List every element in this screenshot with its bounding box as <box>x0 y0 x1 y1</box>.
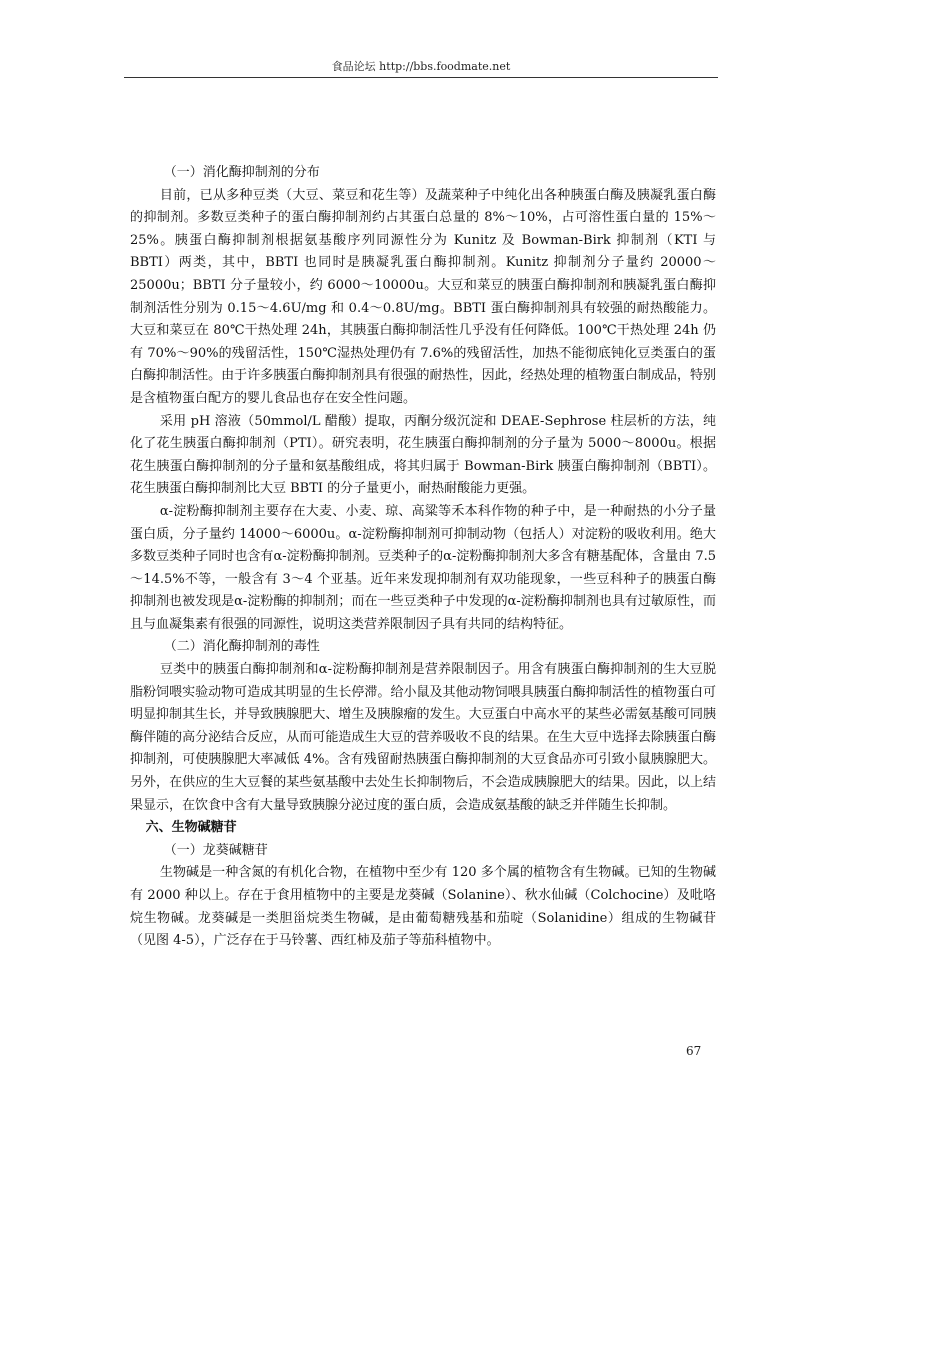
page-number: 67 <box>686 1044 702 1058</box>
subheading-toxicity: （二）消化酶抑制剂的毒性 <box>163 639 320 655</box>
paragraph-toxicity: 豆类中的胰蛋白酶抑制剂和α-淀粉酶抑制剂是营养限制因子。用含有胰蛋白酶抑制剂的生大豆脱脂粉饲喂实验动物可造成其明显的生长停滞。给小鼠及其他动物饲喂具胰蛋白酶抑制活性的植物蛋白可明显抑制其生长，并导致胰腺肥大、增生及胰腺瘤的发生。大豆蛋白中高水平的某些必需氨基酸可同胰酶伴随的高分泌结合反应，从而可能造成生大豆的营养吸收不良的结果。在生大豆中选择去除胰蛋白酶抑制剂，可使胰腺肥大率减低 4%。含有残留耐热胰蛋白酶抑制剂的大豆食品亦可引致小鼠胰腺肥大。另外，在供应的生大豆餐的某些氨基酸中去处生长抑制物后，不会造成胰腺肥大的结果。因此，以上结果显示，在饮食中含有大量导致胰腺分泌过度的蛋白质，会造成氨基酸的缺乏并伴随生长抑制。 <box>130 662 716 813</box>
section-heading-alkaloid-glycosides: 六、生物碱糖苷 <box>145 820 237 836</box>
subheading-distribution: （一）消化酶抑制剂的分布 <box>163 165 320 180</box>
paragraph-peanut-inhibitor: 采用 pH 溶液（50mmol/L 醋酸）提取，丙酮分级沉淀和 DEAE-Sephrose 柱层析的方法，纯化了花生胰蛋白酶抑制剂（PTI）。研究表明，花生胰蛋白酶抑制剂的分子量为 5000～8000u。根据花生胰蛋白酶抑制剂的分子量和氨基酸组成，将其归属于 Bowman-Birk 胰蛋白酶抑制剂（BBTI）。花生胰蛋白酶抑制剂比大豆 BBTI 的分子量更小，耐热耐酸能力更强。 <box>130 413 716 497</box>
paragraph-amylase-inhibitor: α-淀粉酶抑制剂主要存在大麦、小麦、琼、高粱等禾本科作物的种子中，是一种耐热的小分子量蛋白质，分子量约 14000～6000u。α-淀粉酶抑制剂可抑制动物（包括人）对淀粉的吸收利用。绝大多数豆类种子同时也含有α-淀粉酶抑制剂。豆类种子的α-淀粉酶抑制剂大多含有糖基配体，含量由 7.5～14.5%不等，一般含有 3～4 个亚基。近年来发现抑制剂有双功能现象，一些豆科种子的胰蛋白酶抑制剂也被发现是α-淀粉酶的抑制剂；而在一些豆类种子中发现的α-淀粉酶抑制剂也具有过敏原性，而且与血凝集素有很强的同源性，说明这类营养限制因子具有共同的结构特征。 <box>130 503 716 632</box>
subheading-solanine: （一）龙葵碱糖苷 <box>163 842 268 858</box>
page-body <box>130 162 716 953</box>
paragraph-protease-inhibitors: 目前，已从多种豆类（大豆、菜豆和花生等）及蔬菜种子中纯化出各种胰蛋白酶及胰凝乳蛋白酶的抑制剂。多数豆类种子的蛋白酶抑制剂约占其蛋白总量的 8%～10%，占可溶性蛋白量的 15%～25%。胰蛋白酶抑制剂根据氨基酸序列同源性分为 Kunitz 及 Bowman-Birk 抑制剂（KTI 与 BBTI）两类，其中，BBTI 也同时是胰凝乳蛋白酶抑制剂。Kunitz 抑制剂分子量约 20000～25000u；BBTI 分子量较小，约 6000～10000u。大豆和菜豆的胰蛋白酶抑制剂和胰凝乳蛋白酶抑制剂活性分别为 0.15～4.6U/mg 和 0.4～0.8U/mg。BBTI 蛋白酶抑制剂具有较强的耐热酸能力。大豆和菜豆在 80℃干热处理 24h，其胰蛋白酶抑制活性几乎没有任何降低。100℃干热处理 24h 仍有 70%～90%的残留活性，150℃湿热处理仍有 7.6%的残留活性，加热不能彻底钝化豆类蛋白的蛋白酶抑制活性。由于许多胰蛋白酶抑制剂具有很强的耐热性，因此，经热处理的植物蛋白制成品，特别是含植物蛋白配方的婴儿食品也存在安全性问题。 <box>130 187 716 406</box>
page-header: 食品论坛 http://bbs.foodmate.net <box>331 60 511 73</box>
header-rule <box>124 77 718 78</box>
paragraph-alkaloids: 生物碱是一种含氮的有机化合物，在植物中至少有 120 多个属的植物含有生物碱。已知的生物碱有 2000 种以上。存在于食用植物中的主要是龙葵碱（Solanine）、秋水仙碱（Colchocine）及吡咯烷生物碱。龙葵碱是一类胆甾烷类生物碱，是由葡萄糖残基和茄啶（Solanidine）组成的生物碱苷（见图 4-5），广泛存在于马铃薯、西红柿及茄子等茄科植物中。 <box>130 865 716 949</box>
